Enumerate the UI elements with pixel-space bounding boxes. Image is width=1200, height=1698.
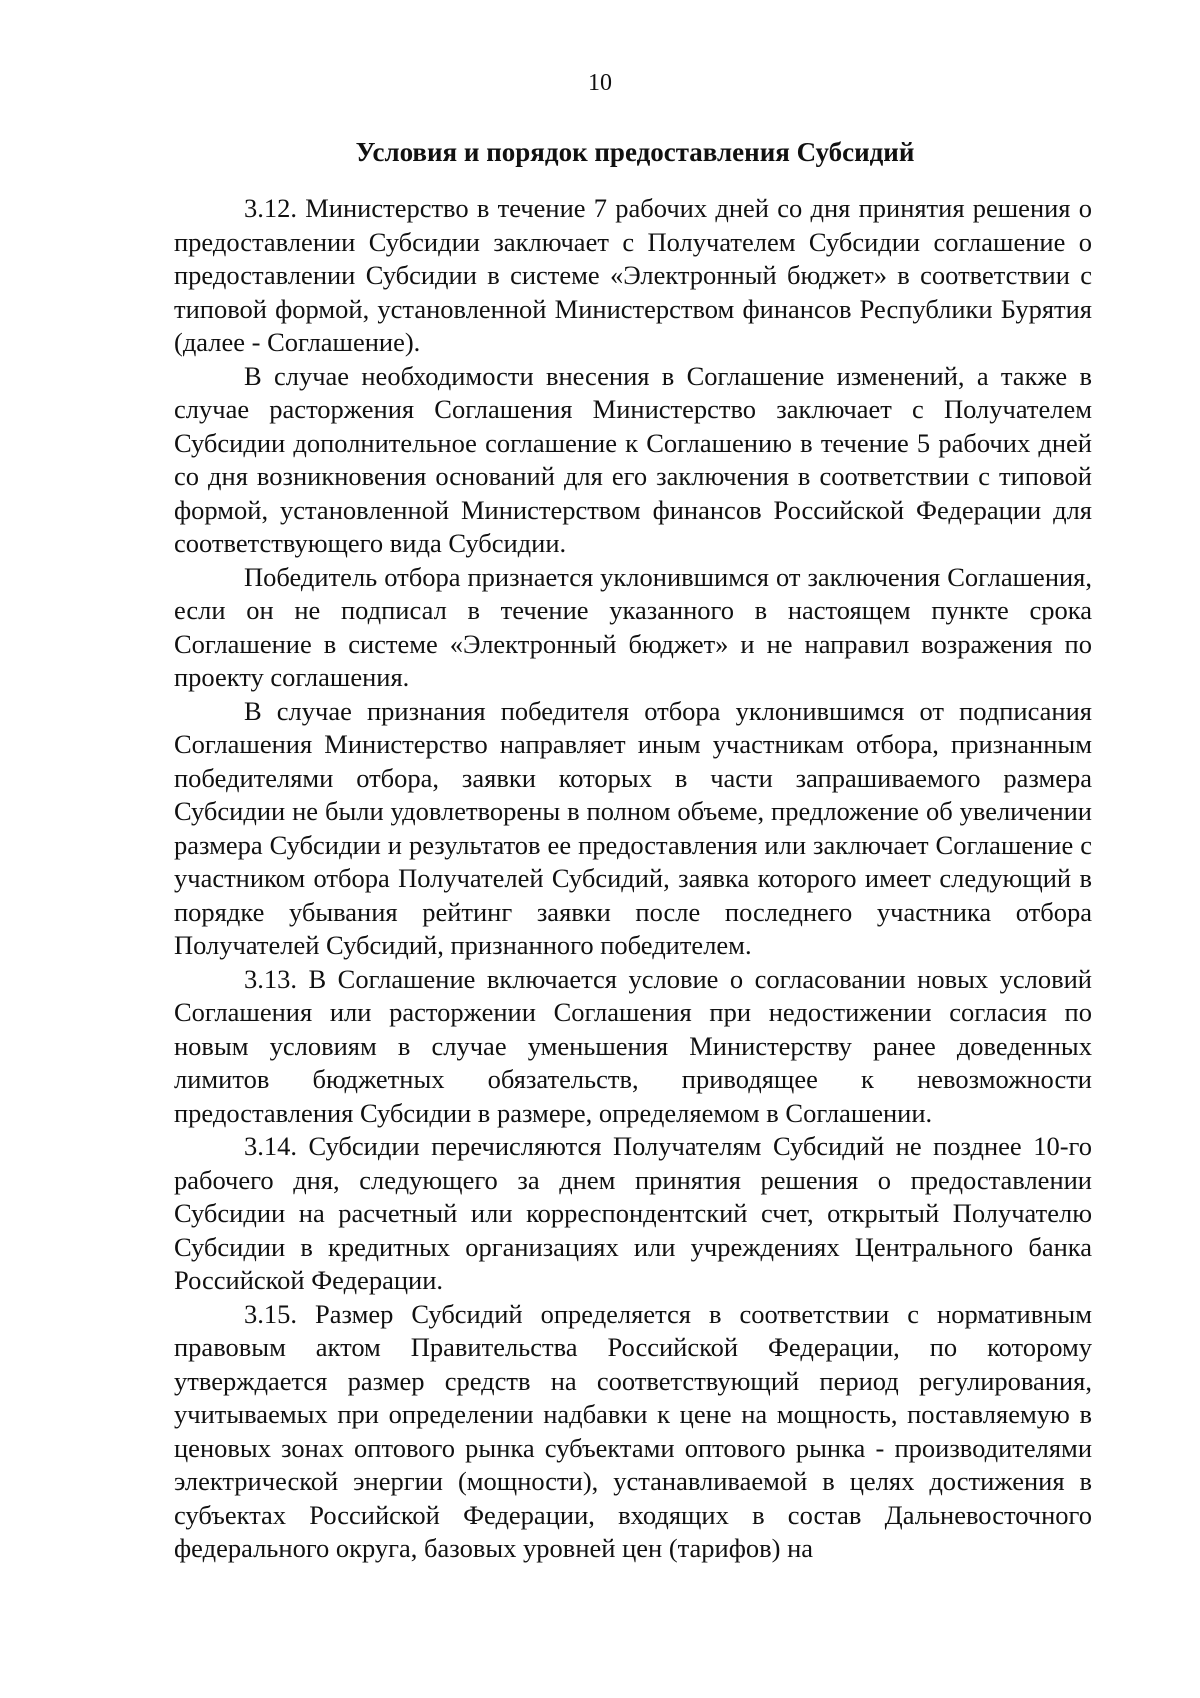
paragraph-3-12: 3.12. Министерство в течение 7 рабочих дней со дня принятия решения о предоставлении Субсидии заключает с Получателем Субсидии соглашение о предоставлении Субсидии в системе «Электронный бюджет» в соответствии с типовой формой, установленной Министерством финансов Республики Бурятия (далее - Соглашение). [174, 193, 1092, 357]
paragraph-winner-evasion: Победитель отбора признается уклонившимся от заключения Соглашения, если он не подписал в течение указанного в настоящем пункте срока Соглашение в системе «Электронный бюджет» и не направил возражения по проекту соглашения. [174, 561, 1092, 692]
paragraph-amendment: В случае необходимости внесения в Соглашение изменений, а также в случае расторжения Соглашения Министерство заключает с Получателем Субсидии дополнительное соглашение к Соглашению в течение 5 рабочих дней со дня возникновения оснований для его заключения в соответствии с типовой формой, установленной Министерством финансов Российской Федерации для соответствующего вида Субсидии. [174, 360, 1092, 558]
paragraph-3-13: 3.13. В Соглашение включается условие о согласовании новых условий Соглашения или расторжении Соглашения при недостижении согласия по новым условиям в случае уменьшения Министерству ранее доведенных лимитов бюджетных обязательств, приводящее к невозможности предоставления Субсидии в размере, определяемом в Соглашении. [174, 963, 1092, 1128]
section-title: Условия и порядок предоставления Субсидий [355, 137, 915, 167]
paragraph-3-15: 3.15. Размер Субсидий определяется в соответствии с нормативным правовым актом Правительства Российской Федерации, по которому утверждается размер средств на соответствующий период регулирования, учитываемых при определении надбавки к цене на мощность, поставляемую в ценовых зонах оптового рынка субъектами оптового рынка - производителями электрической энергии (мощности), устанавливаемой в целях достижения в субъектах Российской Федерации, входящих в состав Дальневосточного федерального округа, базовых уровней цен (тарифов) на [174, 1298, 1092, 1563]
paragraph-3-14: 3.14. Субсидии перечисляются Получателям Субсидий не позднее 10-го рабочего дня, следующего за днем принятия решения о предоставлении Субсидии на расчетный или корреспондентский счет, открытый Получателю Субсидии в кредитных организациях или учреждениях Центрального банка Российской Федерации. [174, 1131, 1092, 1295]
document-body [174, 192, 1092, 1566]
paragraph-recognition: В случае признания победителя отбора уклонившимся от подписания Соглашения Министерство направляет иным участникам отбора, признанным победителями отбора, заявки которых в части запрашиваемого размера Субсидии не были удовлетворены в полном объеме, предложение об увеличении размера Субсидии и результатов ее предоставления или заключает Соглашение с участником отбора Получателей Субсидий, заявка которого имеет следующий в порядке убывания рейтинг заявки после последнего участника отбора Получателей Субсидий, признанного победителем. [174, 695, 1092, 960]
page-number: 10 [588, 70, 612, 96]
